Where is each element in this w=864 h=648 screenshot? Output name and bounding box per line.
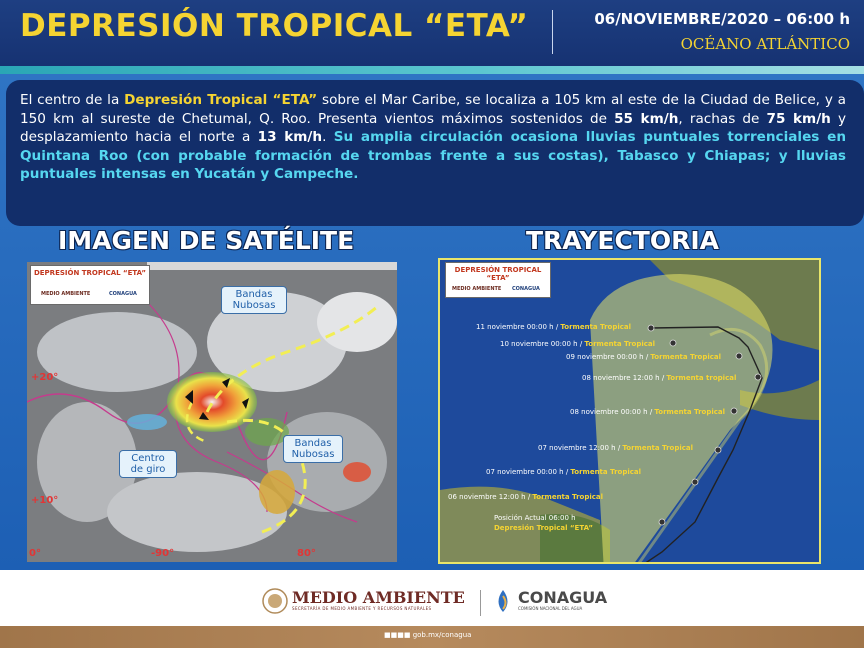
medio-ambiente-emblem [262,588,288,614]
rain-highlight: Su amplia circulación ocasiona lluvias puntuales torrenciales en Quintana Roo (con probable formación de trombas frente a sus costas), Tabasco y Chiapas; y lluvias puntuales intensas en Yucatán y Campeche. [20,129,847,183]
track-label-11nov: 11 noviembre 00:00 h / Tormenta Tropical [476,323,632,331]
storm-name: Depresión Tropical “ETA” [124,92,318,108]
satellite-title: IMAGEN DE SATÉLITE [58,226,355,255]
header [0,0,864,66]
coord-80: 80° [297,548,316,559]
social-icons: ■■■■ [384,631,413,639]
trajectory-title: TRAYECTORIA [526,226,719,255]
track-label-07nov-00: 07 noviembre 00:00 h / Tormenta Tropical [486,468,642,476]
gust-speed: 75 km/h [766,110,831,127]
trajectory-logo-brand2: CONAGUA [512,286,540,292]
coord-20: +20° [31,372,59,383]
coord-90: -90° [151,548,175,559]
track-label-07nov-12: 07 noviembre 12:00 h / Tormenta Tropical [538,444,694,452]
track-label-09nov: 09 noviembre 00:00 h / Tormenta Tropical [566,353,722,361]
social-link[interactable]: gob.mx/conagua [412,631,472,639]
bulletin-date: 06/NOVIEMBRE/2020 – 06:00 h [594,10,850,28]
trajectory-logo-brand1: MEDIO AMBIENTE [452,286,502,292]
wind-speed: 55 km/h [614,110,679,127]
satellite-logo-brand1: MEDIO AMBIENTE [41,291,91,297]
label-centro-giro: Centro de giro [119,450,177,478]
trajectory-logo [445,262,551,298]
satellite-logo-brand2: CONAGUA [109,291,137,297]
track-label-06nov-12: 06 noviembre 12:00 h / Tormenta Tropical [448,493,604,501]
track-label-08nov-00: 08 noviembre 00:00 h / Tormenta Tropical [570,408,726,416]
bulletin-p3: , rachas de [678,110,767,127]
satellite-graphic [27,262,397,562]
current-position-label: Posición Actual 06:00 h [494,514,576,522]
trajectory-map [438,258,821,564]
bulletin-p5: . [322,129,334,146]
ocean-label: OCÉANO ATLÁNTICO [680,35,850,53]
footer-conagua: CONAGUA [518,588,608,607]
bulletin-p4: y desplazamiento hacia el norte a [20,110,847,146]
trajectory-logo-title: DEPRESIÓN TROPICAL “ETA” [454,266,542,282]
coord-0: 0° [29,548,41,559]
track-label-08nov-12: 08 noviembre 12:00 h / Tormenta tropical [582,374,737,382]
satellite-logo [30,265,150,305]
footer-medio-ambiente: MEDIO AMBIENTE [292,588,465,607]
label-bandas-bottom: Bandas Nubosas [283,435,343,463]
accent-strip [0,66,864,74]
page-title: DEPRESIÓN TROPICAL “ETA” [20,8,529,44]
track-label-10nov: 10 noviembre 00:00 h / Tormenta Tropical [500,340,656,348]
motion-speed: 13 km/h [257,129,323,146]
label-bandas-top: Bandas Nubosas [221,286,287,314]
bulletin-text [6,80,864,226]
footer-medio-sub: SECRETARÍA DE MEDIO AMBIENTE Y RECURSOS NATURALES [292,606,432,611]
footer-social[interactable] [384,631,471,639]
bulletin-p1: El centro de la [20,92,125,108]
conagua-logo-icon [492,588,514,614]
current-position-name: Depresión Tropical “ETA” [494,524,593,532]
footer-separator [480,590,481,616]
header-divider [552,10,553,54]
bulletin-p2: sobre el Mar Caribe, se localiza a 105 km al este de la Ciudad de Belice, y a 150 km al sureste de Chetumal, Q. Roo. Presenta vientos máximos sostenidos de [20,92,846,127]
footer-conagua-sub: COMISIÓN NACIONAL DEL AGUA [518,606,583,611]
satellite-image [27,262,397,562]
satellite-logo-title: DEPRESIÓN TROPICAL “ETA” [33,269,147,277]
coord-10: +10° [31,495,59,506]
main-panel [0,74,864,570]
